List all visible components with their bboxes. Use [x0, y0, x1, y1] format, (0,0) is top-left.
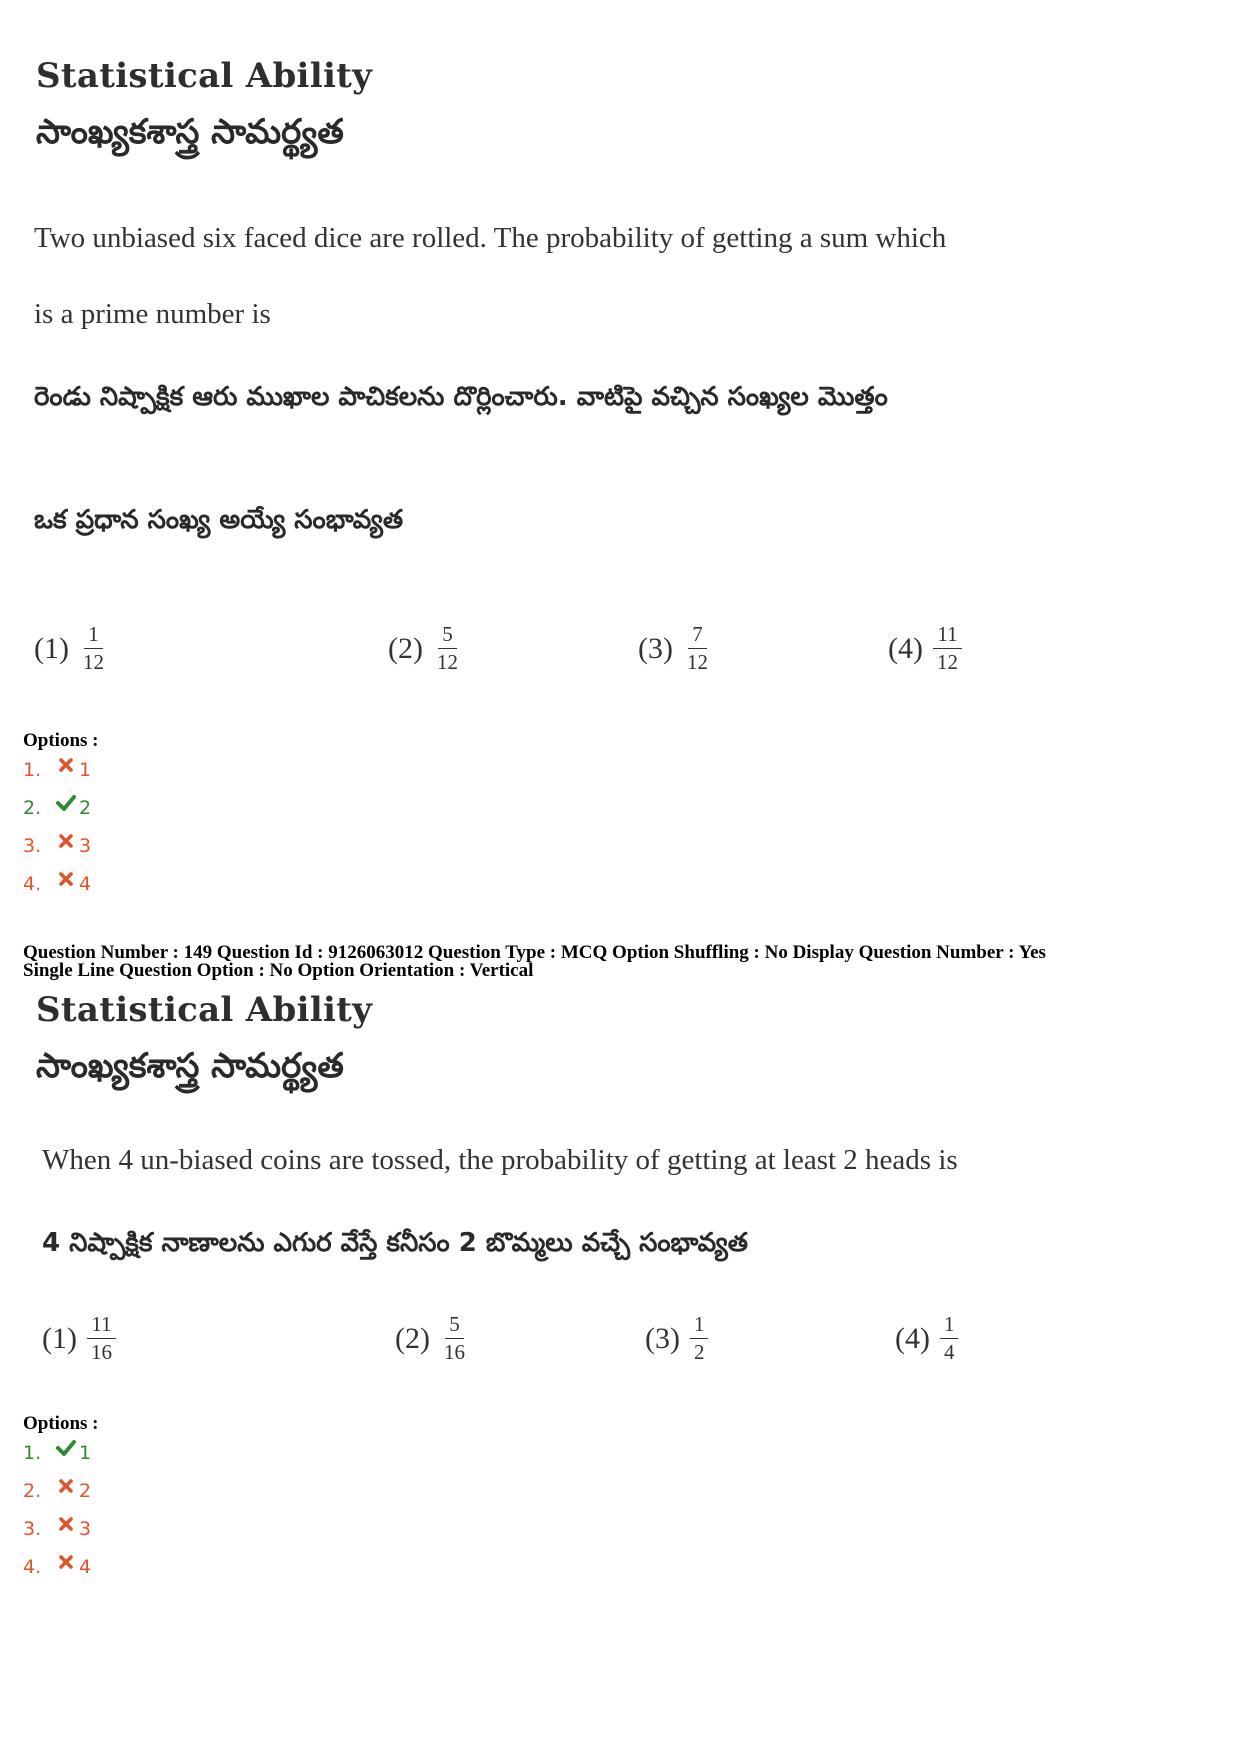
- choice-label: (2): [395, 1321, 430, 1355]
- question-text-te: రెండు నిష్పాక్షిక ఆరు ముఖాల పాచికలను దొర్లించారు. వాటిపై వచ్చిన సంఖ్యల మొత్తం: [34, 382, 888, 412]
- answer-choice-3: [638, 624, 712, 673]
- choice-label: (1): [34, 631, 69, 665]
- option-value: 1: [79, 759, 92, 781]
- cross-icon: [53, 1479, 79, 1493]
- option-value: 3: [79, 835, 92, 857]
- cross-icon: [53, 872, 79, 886]
- question-text-te: ఒక ప్రధాన సంఖ్య అయ్యే సంభావ్యత: [34, 505, 404, 535]
- fraction-denominator: 12: [436, 650, 458, 674]
- choice-label: (2): [388, 631, 423, 665]
- fraction-numerator: 1: [940, 1314, 959, 1339]
- choice-fraction: [933, 624, 962, 673]
- choice-label: (3): [645, 1321, 680, 1355]
- option-value: 4: [79, 873, 92, 895]
- question-meta-line: Question Number : 149 Question Id : 9126063012 Question Type : MCQ Option Shuffling : No Display Question Number : Yes: [23, 942, 1046, 963]
- option-row: [23, 796, 91, 820]
- choice-fraction: [440, 1314, 469, 1363]
- option-index: 1.: [23, 1442, 42, 1464]
- fraction-numerator: 1: [690, 1314, 709, 1339]
- choice-fraction: [690, 1314, 709, 1363]
- section-heading-te: సాంఖ్యకశాస్త్ర సామర్థ్యత: [36, 112, 344, 152]
- option-index: 4.: [23, 1556, 42, 1578]
- fraction-numerator: 7: [688, 624, 707, 649]
- choice-fraction: [433, 624, 462, 673]
- answer-choice-1: [34, 624, 108, 673]
- choice-fraction: [87, 1314, 116, 1363]
- cross-icon: [53, 1555, 79, 1569]
- fraction-denominator: 12: [82, 650, 104, 674]
- answer-choice-1: [42, 1314, 116, 1363]
- cross-icon: [53, 834, 79, 848]
- options-label: Options :: [23, 730, 99, 751]
- option-row: [23, 1479, 91, 1503]
- answer-choice-4: [888, 624, 962, 673]
- fraction-denominator: 2: [693, 1340, 705, 1364]
- choice-label: (4): [895, 1321, 930, 1355]
- fraction-denominator: 12: [936, 650, 958, 674]
- option-index: 3.: [23, 1518, 42, 1540]
- fraction-numerator: 5: [438, 624, 457, 649]
- choice-label: (4): [888, 631, 923, 665]
- fraction-numerator: 1: [84, 624, 103, 649]
- option-value: 3: [79, 1518, 92, 1540]
- question-text-line: Two unbiased six faced dice are rolled. The probability of getting a sum which: [34, 222, 947, 254]
- options-list: [23, 758, 91, 896]
- options-label: Options :: [23, 1413, 99, 1434]
- choice-label: (3): [638, 631, 673, 665]
- section-heading-en: Statistical Ability: [36, 56, 373, 96]
- option-index: 4.: [23, 873, 42, 895]
- question-text-line: When 4 un-biased coins are tossed, the probability of getting at least 2 heads is: [42, 1144, 958, 1176]
- section-heading-te: సాంఖ్యకశాస్త్ర సామర్థ్యత: [36, 1046, 344, 1086]
- check-icon: [53, 795, 79, 811]
- option-row: [23, 1555, 91, 1579]
- option-row: [23, 1517, 91, 1541]
- fraction-denominator: 12: [686, 650, 708, 674]
- fraction-denominator: 4: [943, 1340, 955, 1364]
- cross-icon: [53, 1517, 79, 1531]
- fraction-denominator: 16: [443, 1340, 465, 1364]
- choice-fraction: [79, 624, 108, 673]
- option-index: 1.: [23, 759, 42, 781]
- answer-choice-4: [895, 1314, 958, 1363]
- fraction-numerator: 11: [87, 1314, 115, 1339]
- option-row: [23, 758, 91, 782]
- option-value: 2: [79, 1480, 92, 1502]
- option-value: 2: [79, 797, 92, 819]
- answer-choice-3: [645, 1314, 708, 1363]
- option-value: 1: [79, 1442, 92, 1464]
- choice-fraction: [683, 624, 712, 673]
- fraction-numerator: 11: [933, 624, 961, 649]
- choice-fraction: [940, 1314, 959, 1363]
- option-value: 4: [79, 1556, 92, 1578]
- question-meta-line: Single Line Question Option : No Option Orientation : Vertical: [23, 960, 534, 981]
- answer-choice-2: [395, 1314, 469, 1363]
- option-row: [23, 872, 91, 896]
- option-row: [23, 1441, 91, 1465]
- cross-icon: [53, 758, 79, 772]
- section-heading-en: Statistical Ability: [36, 990, 373, 1030]
- check-icon: [53, 1440, 79, 1456]
- question-text-te: 4 నిష్పాక్షిక నాణాలను ఎగుర వేస్తే కనీసం 2 బొమ్మలు వచ్చే సంభావ్యత: [42, 1228, 748, 1258]
- fraction-numerator: 5: [445, 1314, 464, 1339]
- option-index: 3.: [23, 835, 42, 857]
- choice-label: (1): [42, 1321, 77, 1355]
- option-index: 2.: [23, 1480, 42, 1502]
- question-text-line: is a prime number is: [34, 298, 271, 330]
- option-index: 2.: [23, 797, 42, 819]
- answer-choice-2: [388, 624, 462, 673]
- options-list: [23, 1441, 91, 1579]
- fraction-denominator: 16: [90, 1340, 112, 1364]
- option-row: [23, 834, 91, 858]
